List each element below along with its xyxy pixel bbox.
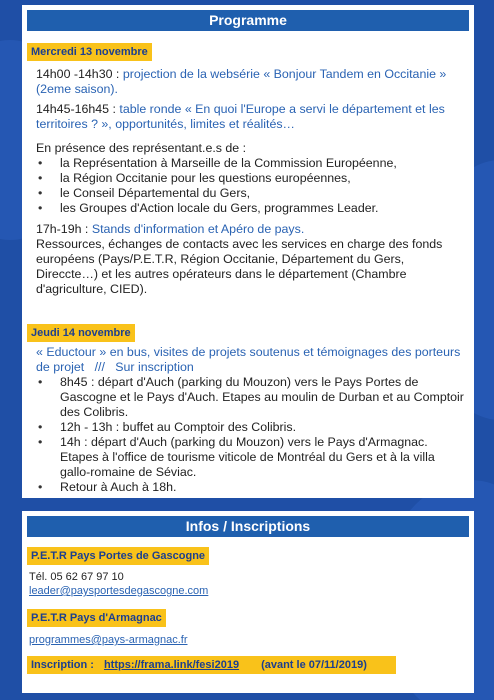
day2-label: Jeudi 14 novembre bbox=[27, 324, 135, 342]
org1-email-link[interactable]: leader@paysportesdegascogne.com bbox=[29, 585, 209, 597]
day1-item2-text: table ronde « En quoi l'Europe a servi le département et les territoires ? », opportunités, limites et réalités… bbox=[36, 102, 445, 131]
org2-email-link[interactable]: programmes@pays-armagnac.fr bbox=[29, 634, 188, 646]
infos-card bbox=[22, 511, 474, 693]
eductour-step: • 12h - 13h : buffet au Comptoir des Colibris. bbox=[36, 420, 465, 435]
presence-item: • la Région Occitanie pour les questions européennes, bbox=[36, 171, 465, 186]
inscription-link[interactable]: https://frama.link/fesi2019 bbox=[103, 659, 240, 671]
sur-inscription-link[interactable]: Sur inscription bbox=[115, 360, 194, 374]
day2-intro-text: « Eductour » en bus, visites de projets soutenus et témoignages des porteurs de projet bbox=[36, 345, 461, 374]
eductour-step: • 14h : départ d'Auch (parking du Mouzon) vers le Pays d'Armagnac. Etapes à l'office de tourisme viticole de Montréal du Gers et à la villa gallo-romaine de Séviac. bbox=[36, 435, 465, 480]
eductour-step: • Retour à Auch à 18h. bbox=[36, 480, 465, 495]
org1-name: P.E.T.R Pays Portes de Gascogne bbox=[27, 547, 209, 565]
day1-item1-time: 14h00 -14h30 : bbox=[36, 67, 123, 81]
day2-intro bbox=[36, 345, 465, 375]
day1-item2 bbox=[36, 102, 465, 132]
programme-card bbox=[22, 5, 474, 498]
inscription-label: Inscription : bbox=[31, 659, 94, 671]
presence-item: • le Conseil Départemental du Gers, bbox=[36, 186, 465, 201]
day1-item1-text: projection de la websérie « Bonjour Tandem en Occitanie » (2eme saison). bbox=[36, 67, 447, 96]
inscription-deadline: (avant le 07/11/2019) bbox=[261, 659, 367, 671]
day1-item3-time: 17h-19h : bbox=[36, 222, 92, 236]
day2-intro-separator: /// bbox=[94, 360, 105, 374]
programme-title: Programme bbox=[27, 10, 469, 31]
presence-item: • la Représentation à Marseille de la Commission Européenne, bbox=[36, 156, 465, 171]
day1-item1 bbox=[36, 67, 465, 97]
org1-phone: Tél. 05 62 67 97 10 bbox=[29, 571, 124, 583]
infos-title: Infos / Inscriptions bbox=[27, 516, 469, 537]
day1-label: Mercredi 13 novembre bbox=[27, 43, 152, 61]
day1-item2-time: 14h45-16h45 : bbox=[36, 102, 120, 116]
presence-intro: En présence des représentant.e.s de : bbox=[36, 141, 247, 155]
eductour-step: • 8h45 : départ d'Auch (parking du Mouzon) vers le Pays Portes de Gascogne et le Pays d'Auch. Etapes au moulin de Durban et au Comptoir des Colibris. bbox=[36, 375, 465, 420]
presence-item: • les Groupes d'Action locale du Gers, programmes Leader. bbox=[36, 201, 465, 216]
presence-list bbox=[36, 156, 465, 216]
org2-name: P.E.T.R Pays d'Armagnac bbox=[27, 609, 166, 627]
eductour-steps bbox=[36, 375, 465, 495]
day1-item3-text: Stands d'information et Apéro de pays. bbox=[91, 222, 305, 236]
inscription-bar bbox=[27, 656, 396, 674]
day1-item3 bbox=[36, 222, 465, 237]
day1-item3-desc: Ressources, échanges de contacts avec les services en charge des fonds européens (Pays/P.E.T.R, Région Occitanie, Département du Gers, Direccte…) et les autres opérateurs dans le département (Chambre d'agriculture, CIED). bbox=[36, 237, 443, 296]
